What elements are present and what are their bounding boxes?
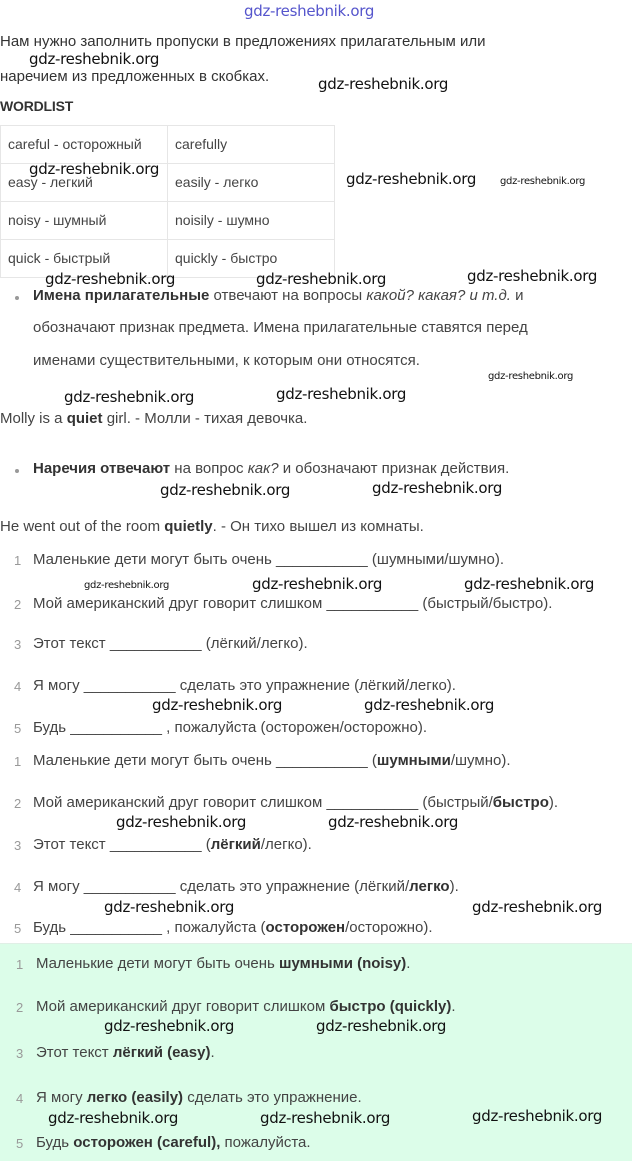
table-row — [1, 202, 335, 240]
item-number: 1 — [16, 957, 24, 972]
item-number: 3 — [14, 838, 22, 853]
wordlist-table — [0, 125, 335, 278]
adjective-example: Molly is a quiet girl. - Молли - тихая девочка. — [0, 410, 308, 427]
item-number: 4 — [16, 1091, 24, 1106]
table-cell: careful - осторожный — [1, 126, 168, 164]
watermark: gdz-reshebnik.org — [346, 170, 477, 188]
exercise-item: Этот текст ___________ (лёгкий/легко). — [33, 635, 308, 652]
watermark: gdz-reshebnik.org — [328, 813, 459, 831]
watermark: gdz-reshebnik.org — [116, 813, 247, 831]
intro-line-1: Нам нужно заполнить пропуски в предложениях прилагательным или — [0, 33, 486, 50]
table-cell: carefully — [168, 126, 335, 164]
watermark: gdz-reshebnik.org — [364, 696, 495, 714]
watermark: gdz-reshebnik.org — [372, 479, 503, 497]
watermark: gdz-reshebnik.org — [488, 371, 574, 382]
answer-item: Маленькие дети могут быть очень шумными (noisy). — [36, 955, 411, 972]
adjective-rule-line-2: обозначают признак предмета. Имена прилагательные ставятся перед — [33, 319, 528, 336]
watermark: gdz-reshebnik.org — [29, 50, 160, 68]
answer-item: Этот текст лёгкий (easy). — [36, 1044, 215, 1061]
marked-item: Я могу ___________ сделать это упражнение (лёгкий/легко). — [33, 878, 459, 895]
item-number: 2 — [14, 796, 22, 811]
rule-text: отвечают на вопросы — [209, 287, 367, 304]
watermark: gdz-reshebnik.org — [318, 75, 449, 93]
watermark: gdz-reshebnik.org — [316, 1017, 447, 1035]
item-number: 5 — [16, 1136, 24, 1151]
item-number: 1 — [14, 553, 22, 568]
table-cell: noisy - шумный — [1, 202, 168, 240]
exercise-item: Я могу ___________ сделать это упражнение (лёгкий/легко). — [33, 677, 456, 694]
table-cell: easily - легко — [168, 164, 335, 202]
answer-item: Будь осторожен (careful), пожалуйста. — [36, 1134, 311, 1151]
item-number: 4 — [14, 880, 22, 895]
watermark: gdz-reshebnik.org — [256, 270, 387, 288]
answer-item: Мой американский друг говорит слишком быстро (quickly). — [36, 998, 456, 1015]
table-row — [1, 126, 335, 164]
watermark: gdz-reshebnik.org — [467, 267, 598, 285]
marked-item: Будь ___________ , пожалуйста (осторожен/осторожно). — [33, 919, 433, 936]
item-number: 5 — [14, 721, 22, 736]
marked-item: Этот текст ___________ (лёгкий/легко). — [33, 836, 312, 853]
watermark: gdz-reshebnik.org — [472, 898, 603, 916]
item-number: 5 — [14, 921, 22, 936]
wordlist-heading: WORDLIST — [0, 98, 74, 114]
adverb-example: He went out of the room quietly. - Он тихо вышел из комнаты. — [0, 518, 424, 535]
exercise-item: Мой американский друг говорит слишком ___________ (быстрый/быстро). — [33, 595, 553, 612]
table-cell: quick - быстрый — [1, 240, 168, 278]
answer-item: Я могу легко (easily) сделать это упражнение. — [36, 1089, 362, 1106]
adverb-rule: Наречия отвечают на вопрос как? и обозначают признак действия. — [33, 460, 510, 477]
watermark-header: gdz-reshebnik.org — [244, 2, 375, 20]
item-number: 3 — [14, 637, 22, 652]
exercise-item: Маленькие дети могут быть очень ___________ (шумными/шумно). — [33, 551, 504, 568]
watermark: gdz-reshebnik.org — [48, 1109, 179, 1127]
watermark: gdz-reshebnik.org — [84, 580, 170, 591]
marked-item: Маленькие дети могут быть очень ___________ (шумными/шумно). — [33, 752, 511, 769]
watermark: gdz-reshebnik.org — [160, 481, 291, 499]
table-cell: easy - легкий — [1, 164, 168, 202]
adjective-rule-line-3: именами существительными, к которым они относятся. — [33, 352, 420, 369]
bullet-icon — [15, 296, 19, 300]
item-number: 2 — [16, 1000, 24, 1015]
exercise-item: Будь ___________ , пожалуйста (осторожен/осторожно). — [33, 719, 427, 736]
watermark: gdz-reshebnik.org — [472, 1107, 603, 1125]
watermark: gdz-reshebnik.org — [276, 385, 407, 403]
watermark: gdz-reshebnik.org — [104, 898, 235, 916]
intro-line-2: наречием из предложенных в скобках. — [0, 68, 270, 85]
watermark: gdz-reshebnik.org — [500, 176, 586, 187]
marked-item: Мой американский друг говорит слишком ___________ (быстрый/быстро). — [33, 794, 559, 811]
watermark: gdz-reshebnik.org — [29, 160, 160, 178]
rule-text: и — [510, 287, 524, 304]
watermark: gdz-reshebnik.org — [252, 575, 383, 593]
item-number: 2 — [14, 597, 22, 612]
watermark: gdz-reshebnik.org — [64, 388, 195, 406]
watermark: gdz-reshebnik.org — [464, 575, 595, 593]
rule-question: какой? какая? и т.д. — [366, 287, 511, 304]
table-cell: quickly - быстро — [168, 240, 335, 278]
item-number: 4 — [14, 679, 22, 694]
watermark: gdz-reshebnik.org — [104, 1017, 235, 1035]
rule-term: Имена прилагательные — [33, 287, 210, 304]
table-cell: noisily - шумно — [168, 202, 335, 240]
watermark: gdz-reshebnik.org — [152, 696, 283, 714]
watermark: gdz-reshebnik.org — [260, 1109, 391, 1127]
adjective-rule-line-1 — [33, 287, 523, 305]
bullet-icon — [15, 469, 19, 473]
watermark: gdz-reshebnik.org — [45, 270, 176, 288]
item-number: 3 — [16, 1046, 24, 1061]
item-number: 1 — [14, 754, 22, 769]
